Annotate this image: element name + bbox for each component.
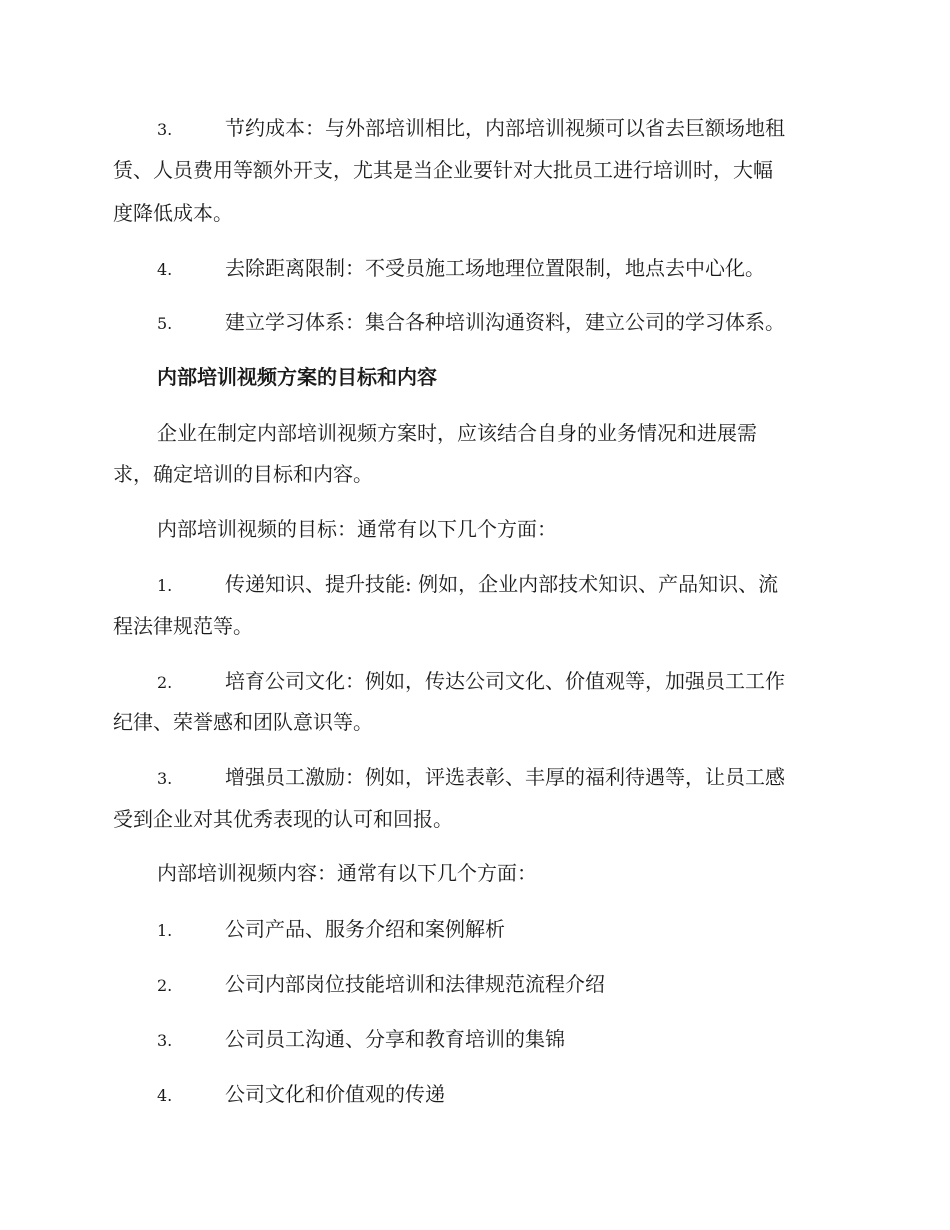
list-item-text: 增强员工激励：例如，评选表彰、丰厚的福利待遇等，让员工感 bbox=[225, 765, 785, 789]
list-item-text: 公司内部岗位技能培训和法律规范流程介绍 bbox=[225, 972, 605, 996]
list-item-number: 5. bbox=[157, 314, 173, 333]
paragraph-text: 内部培训视频的目标：通常有以下几个方面： bbox=[157, 517, 557, 541]
list-item-text: 赁、人员费用等额外开支，尤其是当企业要针对大批员工进行培训时，大幅 bbox=[113, 158, 773, 182]
list-item-text: 程法律规范等。 bbox=[113, 614, 253, 638]
list-item-number: 2. bbox=[157, 673, 173, 692]
list-item-text: 节约成本：与外部培训相比，内部培训视频可以省去巨额场地租 bbox=[225, 116, 785, 140]
list-item-text: 公司员工沟通、分享和教育培训的集锦 bbox=[225, 1027, 565, 1051]
paragraph-text: 求，确定培训的目标和内容。 bbox=[113, 462, 373, 486]
paragraph-text: 企业在制定内部培训视频方案时，应该结合自身的业务情况和进展需 bbox=[157, 421, 757, 445]
list-item-text: 去除距离限制：不受员施工场地理位置限制，地点去中心化。 bbox=[225, 256, 765, 280]
list-item-number: 4. bbox=[157, 1086, 173, 1105]
list-item-text: 受到企业对其优秀表现的认可和回报。 bbox=[113, 807, 453, 831]
paragraph-text: 内部培训视频内容：通常有以下几个方面： bbox=[157, 861, 537, 885]
list-item-number: 1. bbox=[157, 921, 173, 940]
list-item-text: 培育公司文化：例如，传达公司文化、价值观等，加强员工工作 bbox=[225, 669, 785, 693]
list-item-number: 2. bbox=[157, 976, 173, 995]
list-item-text: 公司文化和价值观的传递 bbox=[225, 1082, 445, 1106]
list-item-text: 公司产品、服务介绍和案例解析 bbox=[225, 917, 505, 941]
list-item-number: 3. bbox=[157, 1031, 173, 1050]
list-item-number: 1. bbox=[157, 576, 173, 595]
section-heading-text: 内部培训视频方案的目标和内容 bbox=[157, 365, 437, 389]
list-item-number: 3. bbox=[157, 120, 173, 139]
list-item-text: 传递知识、提升技能: 例如，企业内部技术知识、产品知识、流 bbox=[225, 572, 779, 596]
list-item-text: 纪律、荣誉感和团队意识等。 bbox=[113, 710, 373, 734]
list-item-number: 3. bbox=[157, 769, 173, 788]
list-item-text: 度降低成本。 bbox=[113, 201, 233, 225]
list-item-text: 建立学习体系：集合各种培训沟通资料，建立公司的学习体系。 bbox=[225, 310, 785, 334]
list-item-number: 4. bbox=[157, 260, 173, 279]
